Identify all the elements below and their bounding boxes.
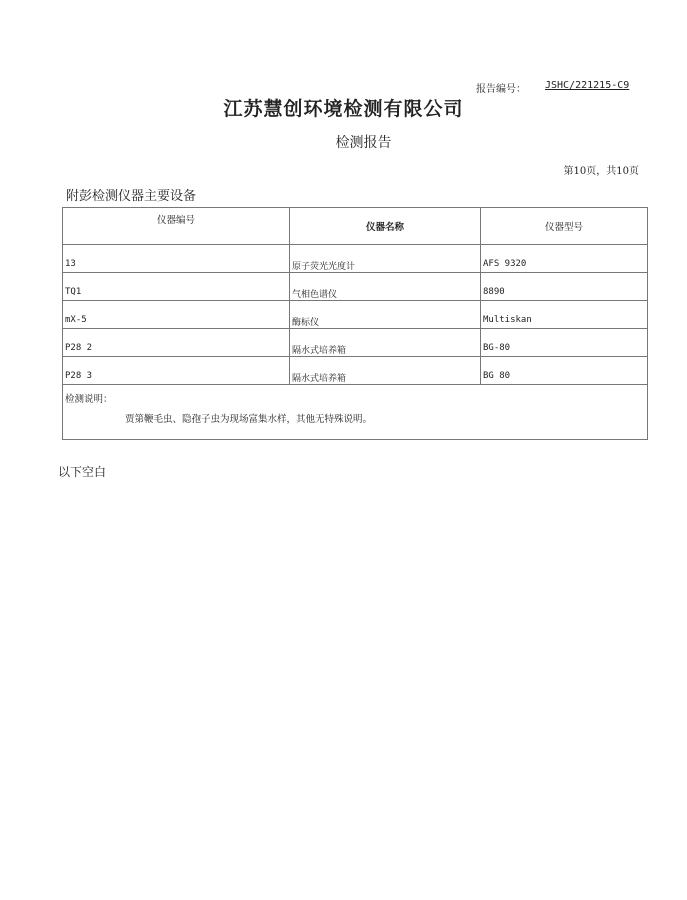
cell-id: P28 2 [63, 329, 290, 357]
table-row [63, 357, 648, 385]
cell-id: P28 3 [63, 357, 290, 385]
cell-model: 8890 [481, 273, 648, 301]
report-number-label: 报告编号： [476, 84, 526, 95]
notes-label: 检测说明： [65, 394, 113, 405]
header-instrument-name: 仪器名称 [290, 208, 481, 245]
equipment-table [62, 207, 648, 440]
table-row [63, 329, 648, 357]
cell-id: mX-5 [63, 301, 290, 329]
cell-name: 原子荧光光度计 [290, 245, 481, 273]
blank-below-note: 以下空白 [58, 465, 107, 479]
cell-model: AFS 9320 [481, 245, 648, 273]
notes-cell [63, 385, 648, 440]
cell-id: TQ1 [63, 273, 290, 301]
table-row [63, 301, 648, 329]
report-number-value: JSHC/221215-C9 [545, 80, 630, 91]
section-title: 附彭检测仪器主要设备 [66, 189, 197, 204]
document-title: 检测报告 [335, 135, 392, 151]
cell-id: 13 [63, 245, 290, 273]
cell-model: BG 80 [481, 357, 648, 385]
cell-model: BG-80 [481, 329, 648, 357]
cell-name: 酶标仪 [290, 301, 481, 329]
cell-name: 隔水式培养箱 [290, 329, 481, 357]
header-instrument-model: 仪器型号 [481, 208, 648, 245]
notes-text: 贾第鞭毛虫、隐孢子虫为现场富集水样，其他无特殊说明。 [125, 414, 373, 425]
cell-name: 隔水式培养箱 [290, 357, 481, 385]
cell-name: 气相色谱仪 [290, 273, 481, 301]
company-name: 江苏慧创环境检测有限公司 [223, 98, 464, 120]
notes-row [63, 385, 648, 440]
table-row [63, 245, 648, 273]
page-info: 第10页，共10页 [563, 166, 639, 177]
cell-model: Multiskan [481, 301, 648, 329]
table-header-row [63, 208, 648, 245]
header-instrument-id: 仪器编号 [63, 208, 290, 245]
table-row [63, 273, 648, 301]
